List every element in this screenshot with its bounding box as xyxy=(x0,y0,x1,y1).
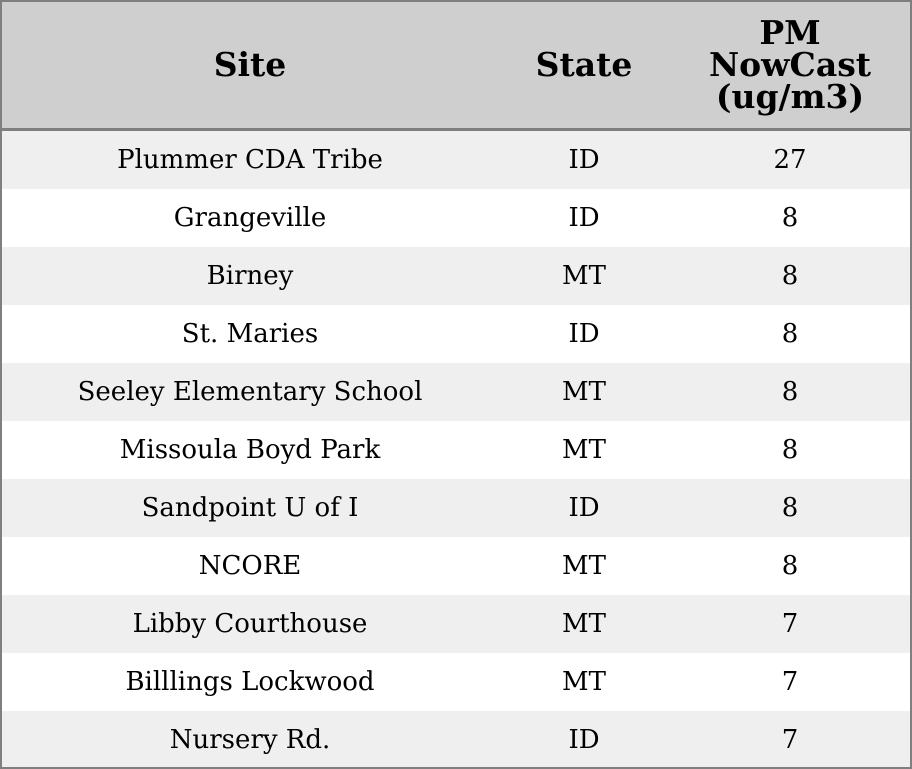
pm-value-cell: 8 xyxy=(670,305,910,363)
table-header xyxy=(2,2,910,130)
table-row xyxy=(2,421,910,479)
state-cell: MT xyxy=(498,595,670,653)
site-cell: Seeley Elementary School xyxy=(2,363,498,421)
table-body xyxy=(2,130,910,769)
state-cell: MT xyxy=(498,363,670,421)
header-pm-nowcast xyxy=(670,2,910,130)
site-cell: St. Maries xyxy=(2,305,498,363)
header-site-line: Site xyxy=(213,45,287,84)
state-cell: MT xyxy=(498,421,670,479)
pm-value-cell: 7 xyxy=(670,595,910,653)
state-cell: ID xyxy=(498,130,670,190)
table-row xyxy=(2,479,910,537)
pm-value-cell: 27 xyxy=(670,130,910,190)
header-state-line: State xyxy=(535,45,633,84)
table-row xyxy=(2,711,910,769)
header-pm-line-2: NowCast xyxy=(708,45,872,84)
state-cell: ID xyxy=(498,711,670,769)
header-pm-line-1: PM xyxy=(759,13,821,52)
state-cell: MT xyxy=(498,653,670,711)
state-cell: MT xyxy=(498,537,670,595)
site-cell: Sandpoint U of I xyxy=(2,479,498,537)
pm-value-cell: 8 xyxy=(670,189,910,247)
site-cell: NCORE xyxy=(2,537,498,595)
site-cell: Libby Courthouse xyxy=(2,595,498,653)
table-row xyxy=(2,363,910,421)
pm-value-cell: 8 xyxy=(670,537,910,595)
state-cell: ID xyxy=(498,189,670,247)
table-row xyxy=(2,653,910,711)
pm-value-cell: 7 xyxy=(670,711,910,769)
header-state xyxy=(498,2,670,130)
table-row xyxy=(2,130,910,190)
state-cell: ID xyxy=(498,305,670,363)
pm-value-cell: 8 xyxy=(670,247,910,305)
table-row xyxy=(2,537,910,595)
pm-nowcast-table xyxy=(2,2,910,769)
state-cell: ID xyxy=(498,479,670,537)
table-row xyxy=(2,305,910,363)
table-row xyxy=(2,247,910,305)
site-cell: Birney xyxy=(2,247,498,305)
header-row xyxy=(2,2,910,130)
site-cell: Billlings Lockwood xyxy=(2,653,498,711)
pm-value-cell: 8 xyxy=(670,479,910,537)
pm-value-cell: 7 xyxy=(670,653,910,711)
site-cell: Missoula Boyd Park xyxy=(2,421,498,479)
pm-value-cell: 8 xyxy=(670,421,910,479)
header-site xyxy=(2,2,498,130)
site-cell: Nursery Rd. xyxy=(2,711,498,769)
table-row xyxy=(2,595,910,653)
site-cell: Plummer CDA Tribe xyxy=(2,130,498,190)
site-cell: Grangeville xyxy=(2,189,498,247)
header-pm-line-3: (ug/m3) xyxy=(715,77,865,116)
table-row xyxy=(2,189,910,247)
state-cell: MT xyxy=(498,247,670,305)
pm-value-cell: 8 xyxy=(670,363,910,421)
